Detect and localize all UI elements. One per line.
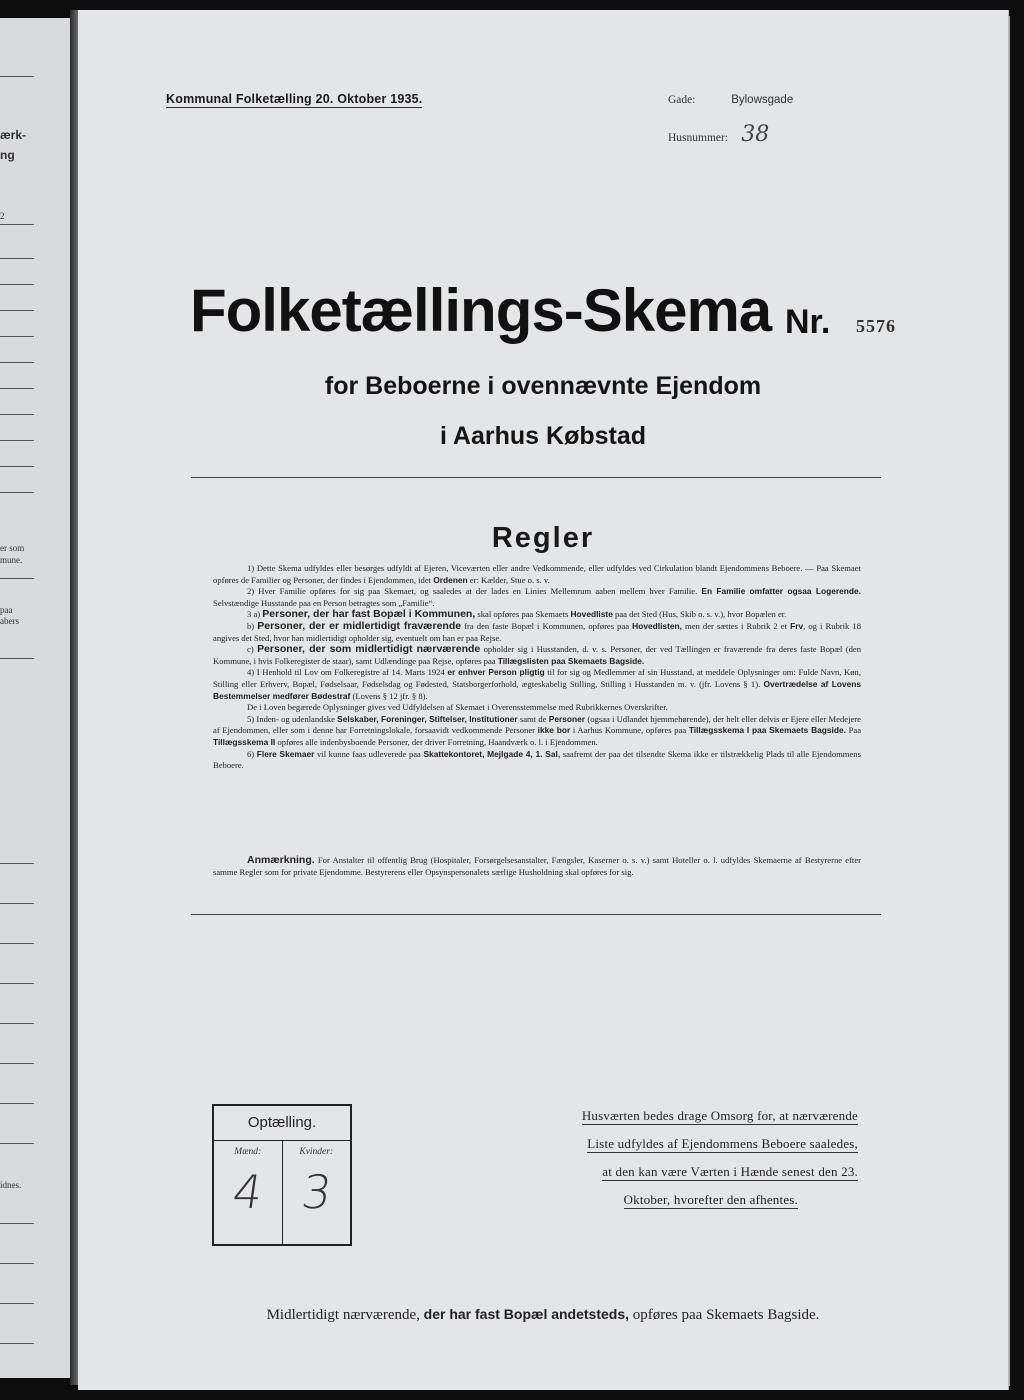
tally-men-value: 4 (229, 1165, 267, 1219)
left-page-fragment: ng (0, 148, 15, 162)
left-page-rule (0, 1263, 34, 1264)
notice-line: Liste udfyldes af Ejendommens Beboere saaledes, (587, 1136, 858, 1151)
tally-men-label: Mænd: (234, 1147, 262, 1157)
left-page-rule (0, 440, 34, 441)
census-form-page (78, 10, 1009, 1390)
footer-part-bold: der har fast Bopæl andetsteds, (423, 1306, 630, 1322)
tally-women-value: 3 (297, 1165, 335, 1219)
husnummer-value: 38 (741, 122, 770, 147)
left-page-rule (0, 1103, 34, 1104)
rule-2: 2) Hver Familie opføres for sig paa Skemaet, og saaledes at der lades en Linies Mellemrum aaben mellem hver Familie. En Familie omfatter ogsaa Logerende. Selvstændige Husstande paa en Person betragtes som „Familie“. (213, 586, 862, 608)
left-page-rule (0, 284, 34, 285)
left-page-fragment: er som (0, 543, 25, 553)
left-page-rule (0, 578, 34, 579)
remark-label: Anmærkning. (247, 854, 315, 866)
form-subtitle-city: i Aarhus Købstad (439, 422, 647, 450)
husnummer-line (668, 122, 769, 147)
left-page-rule (0, 1023, 34, 1024)
left-page-rule (0, 1143, 34, 1144)
footer-part: opføres paa Skemaets Bagside. (632, 1307, 820, 1323)
left-page-rule (0, 658, 34, 659)
left-page-rule (0, 224, 34, 225)
footer-note (78, 1306, 1008, 1324)
left-page-fragment: abers (0, 616, 19, 626)
divider (191, 477, 881, 478)
left-page-fragment: ærk- (0, 128, 27, 142)
tally-box (212, 1104, 352, 1246)
left-page-rule (0, 983, 34, 984)
rule-1: 1) Dette Skema udfyldes eller besørges udfyldt af Ejeren, Viceværten eller andre Vedkommende, eller udfyldes ved Cirkulation blandt Ejendommens Beboere. — Paa Skemaet opføres de Familier og Personer, der findes i Ejendommen, idet Ordenen er: Kælder, Stue o. s. v. (213, 563, 861, 585)
rule-3b: b) Personer, der er midlertidigt fraværende fra den faste Bopæl i Kommunen, opføres paa Hovedlisten, men der sættes i Rubrik 2 et Frv, og i Rubrik 18 angives det Sted, hvor han midlertidigt opholder sig, eventuelt om han er paa Rejse. (213, 619, 861, 643)
rule-4: 4) I Henhold til Lov om Folkeregistre af 14. Marts 1924 er enhver Person pligtig til for sig og Medlemmer af sin Husstand, at meddele Oplysninger om: Fulde Navn, Køn, Stilling eller Erhverv, Bopæl, Fødselsaar, Fødselsdag og Fødested, Statsborgerforhold, ægteskabelig Stilling, Stilling i Husstanden m. v. (jfr. Lovens § 1). Overtrædelse af Lovens Bestemmelser medfører Bødestraf (Lovens § 12 jfr. § 8). (213, 667, 862, 701)
notice-line: at den kan være Værten i Hænde senest den 23. (602, 1164, 858, 1179)
tally-title: Optælling. (214, 1106, 350, 1141)
left-page-rule (0, 414, 34, 415)
left-page-rule (0, 466, 34, 467)
adjacent-page (0, 18, 72, 1378)
form-subtitle: for Beboerne i ovennævnte Ejendom (324, 372, 762, 400)
notice-line: Oktober, hvorefter den afhentes. (623, 1192, 798, 1207)
left-page-fragment: 2 (0, 211, 5, 221)
left-page-rule (0, 1063, 34, 1064)
remark-text: For Anstalter til offentlig Brug (Hospitaler, Forsørgelsesanstalter, Fængsler, Kaserner o. s. v.) samt Hoteller o. l. udfyldes Skemaerne af Bestyrerne efter samme Regler som for private Ejendomme. Bestyrerens eller Opsynspersonalets særlige Husholdning skal opføres for sig. (213, 855, 861, 877)
rule-5: 5) Inden- og udenlandske Selskaber, Foreninger, Stiftelser, Institutioner samt de Personer (ogsaa i Udlandet hjemmehørende), der helt eller delvis er Ejere eller Medejere af Ejendommen, eller som i denne har Forretningslokale, forsaavidt vedkommende Personer ikke bor i Aarhus Kommune, opføres paa Tillægsskema I paa Skemaets Bagside. Paa Tillægsskema II opføres alle indenbysboende Personer, der driver Forretning, Haandværk o. l. i Ejendommen. (213, 713, 862, 747)
left-page-rule (0, 943, 34, 944)
husnummer-label: Husnummer: (668, 132, 729, 144)
form-number-label: Nr. (785, 303, 831, 341)
tally-women-column (282, 1141, 351, 1245)
tally-men-column (214, 1141, 282, 1245)
left-page-rule (0, 76, 34, 77)
left-page-rule (0, 1223, 34, 1224)
left-page-fragment: mune. (0, 555, 23, 565)
rule-3a: 3 a) Personer, der har fast Bopæl i Kommunen, skal opføres paa Skemaets Hovedliste paa det Sted (Hus, Skib o. s. v.), hvor Bopælen er. (247, 608, 787, 621)
left-page-rule (0, 863, 34, 864)
left-page-fragment: paa (0, 605, 13, 615)
tally-women-label: Kvinder: (299, 1147, 334, 1157)
left-page-rule (0, 258, 34, 259)
form-number-value: 5576 (856, 316, 896, 336)
book-gutter (70, 10, 78, 1385)
left-page-rule (0, 310, 34, 311)
gade-value: Bylowsgade (731, 94, 794, 106)
gade-line (668, 94, 793, 106)
left-page-rule (0, 492, 34, 493)
divider (191, 914, 881, 915)
landlord-notice (518, 1108, 858, 1220)
left-page-rule (0, 1343, 34, 1344)
census-header: Kommunal Folketælling 20. Oktober 1935. (166, 92, 423, 106)
left-page-rule (0, 388, 34, 389)
rule-4-note: De i Loven begærede Oplysninger gives ved Udfyldelsen af Skemaet i Overensstemmelse med Rubrikkernes Overskrifter. (247, 702, 668, 713)
rule-3c: c) Personer, der som midlertidigt nærværende opholder sig i Husstanden, d. v. s. Personer, der ved Tællingen er fraværende fra deres faste Bopæl (den Kommune, i hvis Folkeregister de staar), samt Udlændinge paa Rejse, opføres paa Tillægslisten paa Skemaets Bagside. (213, 643, 861, 666)
footer-part: Midlertidigt nærværende, (266, 1307, 420, 1323)
rules-text (213, 563, 861, 772)
notice-line: Husværten bedes drage Omsorg for, at nærværende (581, 1108, 858, 1123)
remark-paragraph (213, 855, 861, 878)
left-page-rule (0, 1303, 34, 1304)
rule-6: 6) Flere Skemaer vil kunne faas udleverede paa Skattekontoret, Mejlgade 4, 1. Sal, saafremt der paa det tilsendte Skema ikke er tilstrækkelig Plads til alle Ejendommens Beboere. (213, 748, 861, 771)
left-page-fragment: idnes. (0, 1180, 22, 1190)
gade-label: Gade: (668, 94, 696, 106)
left-page-rule (0, 362, 34, 363)
rules-heading: Regler (491, 522, 595, 554)
left-page-rule (0, 336, 34, 337)
left-page-rule (0, 903, 34, 904)
form-title: Folketællings-Skema (190, 277, 772, 344)
